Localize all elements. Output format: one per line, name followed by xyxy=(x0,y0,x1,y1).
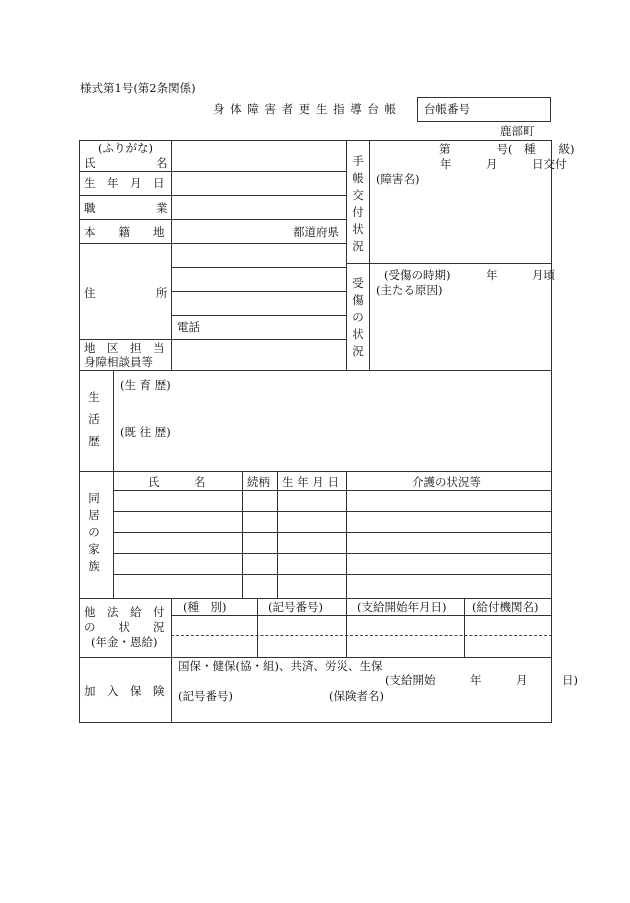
municipality-name: 鹿部町 xyxy=(500,124,535,138)
furigana-label: (ふりがな) xyxy=(98,141,153,155)
counselor-label-2: 身障相談員等 xyxy=(84,355,153,369)
grid-line xyxy=(257,598,258,657)
grid-line xyxy=(79,370,552,371)
benefits-col-start: (支給開始年月日) xyxy=(357,600,447,614)
grid-line xyxy=(79,219,346,220)
dashed-line xyxy=(171,635,552,636)
handbook-issue-line: 年 月 日交付 xyxy=(440,157,567,171)
grid-line xyxy=(171,615,552,616)
grid-line xyxy=(171,598,172,723)
grid-line xyxy=(346,598,347,657)
family-section-label: 同 居 の 家 族 xyxy=(88,491,100,573)
name-label: 氏 xyxy=(84,156,96,170)
grid-line xyxy=(79,243,346,244)
grid-line xyxy=(171,291,346,292)
insurance-label: 加 入 保 険 xyxy=(84,684,165,698)
prefecture-suffix: 都道府県 xyxy=(293,225,339,239)
disability-name-label: (障害名) xyxy=(376,172,420,186)
grid-line xyxy=(346,140,347,370)
ledger-number-box[interactable] xyxy=(417,97,551,122)
injury-section-label: 受 傷 の 状 況 xyxy=(352,276,364,358)
grid-line xyxy=(79,471,552,472)
benefits-col-type: (種 別) xyxy=(183,600,227,614)
grid-line xyxy=(171,315,346,316)
handbook-section-label: 手 帳 交 付 状 況 xyxy=(352,154,364,253)
family-col-relation: 続柄 xyxy=(247,475,270,489)
grid-line xyxy=(79,171,346,172)
benefits-col-agency: (給付機関名) xyxy=(472,600,539,614)
occupation-label-2: 業 xyxy=(156,201,168,215)
form-number: 様式第1号(第2条関係) xyxy=(80,81,196,95)
grid-line xyxy=(346,263,552,264)
counselor-label: 地 区 担 当 xyxy=(84,341,165,355)
benefits-col-number: (記号番号) xyxy=(268,600,323,614)
page-title: 身 体 障 害 者 更 生 指 導 台 帳 xyxy=(213,102,398,116)
grid-line xyxy=(113,511,552,512)
family-col-care: 介護の状況等 xyxy=(412,475,481,489)
other-benefits-label: 他 法 給 付 xyxy=(84,605,165,619)
grid-line xyxy=(113,574,552,575)
grid-line xyxy=(113,553,552,554)
grid-line xyxy=(369,140,370,370)
insurer-label: (保険者名) xyxy=(329,689,384,703)
ledger-number-label: 台帳番号 xyxy=(424,102,470,116)
grid-line xyxy=(79,195,346,196)
address-label: 住 xyxy=(84,286,96,300)
insurance-number-label: (記号番号) xyxy=(178,689,233,703)
other-benefits-label-3: (年金・恩給) xyxy=(91,635,158,649)
grid-line xyxy=(171,267,346,268)
phone-label: 電話 xyxy=(177,320,200,334)
grid-line xyxy=(171,140,172,370)
address-label-2: 所 xyxy=(156,286,168,300)
medical-history-label: (既 往 歴) xyxy=(120,425,171,439)
insurance-start-label: (支給開始 年 月 日) xyxy=(385,673,578,687)
name-label-2: 名 xyxy=(156,156,168,170)
grid-line xyxy=(113,490,552,491)
injury-time-suffix: 年 月頃 xyxy=(486,268,555,282)
grid-line xyxy=(113,532,552,533)
domicile-label: 本 籍 地 xyxy=(84,225,165,239)
family-col-name: 氏 名 xyxy=(148,475,206,489)
family-col-dob: 生 年 月 日 xyxy=(282,475,339,489)
life-history-section-label: 生 活 歴 xyxy=(88,390,100,448)
grid-line xyxy=(79,598,552,599)
grid-line xyxy=(464,598,465,657)
grid-line xyxy=(79,657,552,658)
grid-line xyxy=(79,339,346,340)
dob-label: 生 年 月 日 xyxy=(84,176,165,190)
upbringing-label: (生 育 歴) xyxy=(120,378,171,392)
grid-line xyxy=(113,370,114,598)
injury-cause-label: (主たる原因) xyxy=(376,283,443,297)
occupation-label: 職 xyxy=(84,201,96,215)
injury-time-label: (受傷の時期) xyxy=(384,268,451,282)
handbook-number-line: 第 号( 種 級) xyxy=(439,142,575,156)
insurance-types: 国保・健保(協・組)、共済、労災、生保 xyxy=(178,659,383,673)
other-benefits-label-2: の 状 況 xyxy=(84,620,165,634)
